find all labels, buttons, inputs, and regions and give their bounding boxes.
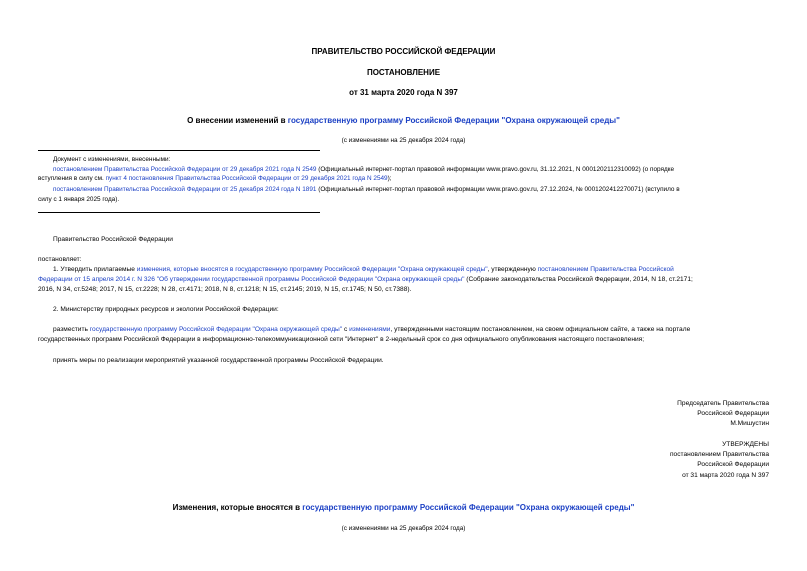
paragraph-1-line-3: 2016, N 34, ст.5248; 2017, N 15, ст.2228; N 28, ст.4171; 2018, N 8, ст.1218; N 15, ст.2145; 2019, N 15, ст.1745; N 50, ст.7388). (38, 286, 412, 293)
amendment-1-point4-link[interactable]: пункт 4 постановления Правительства Российской Федерации от 29 декабря 2021 года N 2549 (105, 175, 388, 182)
p1-text-c: (Собрание законодательства Российской Федерации, 2014, N 18, ст.2171; (464, 276, 693, 283)
amendment-1-link[interactable]: постановлением Правительства Российской Федерации от 29 декабря 2021 года N 2549 (53, 166, 317, 173)
amendment-1-cont-end: ); (387, 175, 392, 182)
signature-org: Российской Федерации (697, 410, 769, 417)
paragraph-3-line-2: государственных программ Российской Федерации в информационно-телекоммуникационной сети "Интернет" в 2-недельный срок со дня официального опубликования настоящего постановления; (38, 336, 645, 343)
p1-text-b: , утвержденную (487, 266, 538, 273)
approved-heading: УТВЕРЖДЕНЫ (722, 441, 769, 448)
annex-program-link[interactable]: государственную программу Российской Федерации "Охрана окружающей среды" (302, 503, 635, 512)
signature-title: Председатель Правительства (677, 400, 769, 407)
document-title (0, 116, 807, 125)
amendment-1-source: (Официальный интернет-портал правовой информации www.pravo.gov.ru, 31.12.2021, N 0001202112310092) (о порядке (316, 166, 675, 173)
p3-program-link[interactable]: государственную программу Российской Федерации "Охрана окружающей среды" (89, 326, 343, 333)
paragraph-3-line-1 (53, 326, 690, 333)
title-program-link[interactable]: государственную программу Российской Федерации "Охрана окружающей среды" (287, 116, 620, 125)
annex-title (0, 503, 807, 512)
revision-note: (с изменениями на 25 декабря 2024 года) (341, 137, 466, 144)
government-heading: ПРАВИТЕЛЬСТВО РОССИЙСКОЙ ФЕДЕРАЦИИ (311, 47, 496, 56)
paragraph-1-line-2 (38, 276, 693, 283)
p3-text-b: с (342, 326, 350, 333)
p1-resolution-link[interactable]: постановлением Правительства Российской (537, 266, 674, 273)
title-prefix: О внесении изменений в (187, 116, 288, 125)
paragraph-2: 2. Министерству природных ресурсов и экологии Российской Федерации: (53, 306, 279, 313)
signature-name: М.Мишустин (730, 420, 769, 427)
amendment-2-link[interactable]: постановлением Правительства Российской Федерации от 25 декабря 2024 года N 1891 (53, 186, 317, 193)
approved-org: Российской Федерации (697, 461, 769, 468)
divider-top (38, 150, 320, 151)
government-line: Правительство Российской Федерации (53, 236, 173, 243)
p1-changes-link[interactable]: изменения, которые вносятся в государственную программу Российской Федерации "Охрана окружающей среды" (136, 266, 488, 273)
amendment-1-cont-text: вступления в силу см. (38, 175, 106, 182)
decides-line: постановляет: (38, 256, 82, 263)
annex-revision-note: (с изменениями на 25 декабря 2024 года) (341, 525, 466, 532)
approved-date: от 31 марта 2020 года N 397 (682, 472, 769, 479)
amendment-2-continuation: силу с 1 января 2025 года). (38, 196, 120, 203)
annex-prefix: Изменения, которые вносятся в (172, 503, 303, 512)
divider-bottom (38, 212, 320, 213)
p3-text-c: , утвержденными настоящим постановлением, на своем официальном сайте, а также на портале (390, 326, 691, 333)
amendment-2 (53, 186, 680, 193)
p1-text-a: 1. Утвердить прилагаемые (53, 266, 137, 273)
amendment-1 (53, 166, 674, 173)
paragraph-1-line-1 (53, 266, 674, 273)
paragraph-4: принять меры по реализации мероприятий указанной государственной программы Российской Федерации. (53, 357, 384, 364)
p1-resolution-link-cont[interactable]: Федерации от 15 апреля 2014 г. N 326 "Об утверждении государственной программы Российской Федерации "Охрана окружающей среды" (38, 276, 465, 283)
amendments-intro: Документ с изменениями, внесенными: (53, 156, 171, 163)
amendment-2-source: (Официальный интернет-портал правовой информации www.pravo.gov.ru, 27.12.2024, № 0001202412270071) (вступило в (316, 186, 680, 193)
p3-changes-link[interactable]: изменениями (349, 326, 391, 333)
p3-text-a: разместить (53, 326, 90, 333)
amendment-1-continuation (38, 175, 392, 182)
document-type: ПОСТАНОВЛЕНИЕ (366, 68, 441, 77)
document-date-number: от 31 марта 2020 года N 397 (349, 88, 458, 97)
approved-by: постановлением Правительства (669, 451, 769, 458)
